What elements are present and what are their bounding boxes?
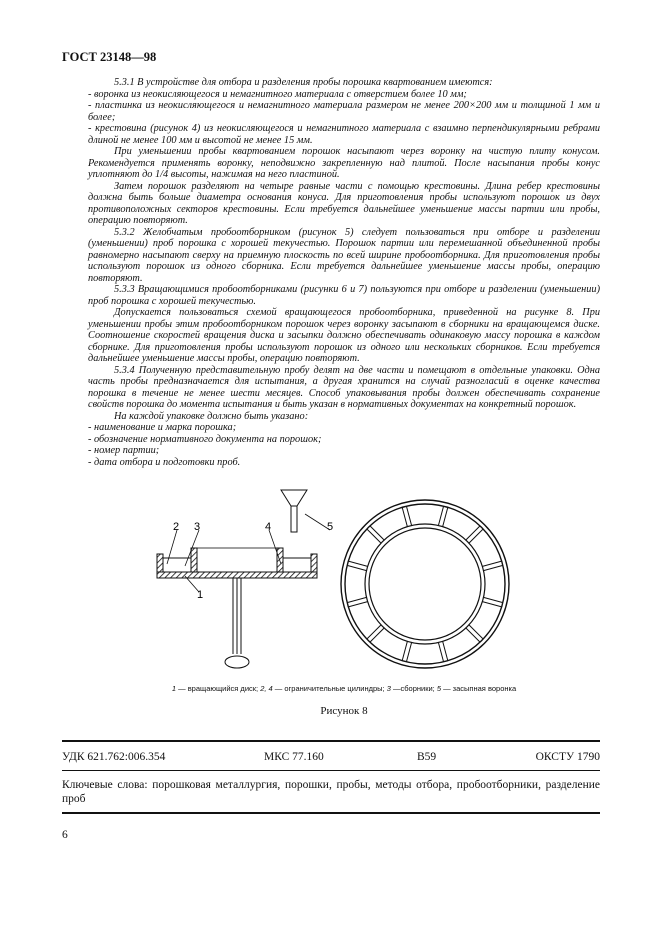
paragraph: - обозначение нормативного документа на порошок; (88, 433, 322, 445)
paragraph: - пластинка из неокисляющегося и немагнитного материала размером не менее 200×200 мм и толщиной 1 мм и более; (88, 100, 600, 123)
divider-wall (438, 643, 443, 662)
paragraph: 5.3.1 В устройстве для отбора и разделения пробы порошка квартованием имеются: (114, 77, 493, 88)
outer-ring-1 (341, 500, 509, 668)
divider-wall (484, 597, 503, 602)
divider-wall (406, 643, 411, 662)
legend-text: — засыпная воронка (441, 684, 517, 693)
divider-wall (367, 625, 381, 639)
divider-wall (347, 565, 366, 570)
figure-legend (88, 684, 600, 693)
legend-text: —сборники; (390, 684, 437, 693)
paragraph: На каждой упаковке должно быть указано: (114, 410, 309, 422)
divider-wall (466, 628, 480, 642)
divider-wall (367, 529, 381, 543)
divider-wall (348, 561, 367, 566)
label-1: 1 (197, 589, 204, 601)
paragraph: - крестовина (рисунок 4) из неокисляющегося и немагнитного материала с взаимно перпендикулярными ребрами длиной не менее 100 мм и высотой не менее 15 мм. (88, 123, 600, 146)
mks-code: МКС 77.160 (264, 751, 324, 763)
paragraph: - дата отбора и подготовки проб. (88, 456, 241, 468)
legend-num: 1 (171, 684, 177, 693)
divider-wall (370, 526, 384, 540)
legend-text: — ограничительные цилиндры; (272, 684, 387, 693)
outer-cylinder-left (157, 554, 163, 572)
divider-wall (469, 529, 483, 543)
paragraph: При уменьшении пробы квартованием порошок насыпают через воронку на чистую плиту конусом. Рекомендуется применять воронку, неподвижно закрепленную над плитой. После насыпания пробы конус уплотняют до 1/4 высоты, нажимая на него пластиной. (88, 146, 600, 180)
shaft-base (225, 656, 249, 668)
paragraph: - воронка из неокисляющегося и немагнитного материала с отверстием более 10 мм; (88, 88, 467, 100)
divider-wall (438, 506, 443, 525)
collector-left (163, 558, 191, 572)
outer-cylinder-right (311, 554, 317, 572)
legend-num: 3 (386, 684, 391, 693)
okstu-code: ОКСТУ 1790 (535, 751, 600, 763)
divider-top (62, 740, 600, 742)
label-4: 4 (265, 521, 272, 533)
legend-text: — вращающийся диск; (176, 684, 261, 693)
side-section (157, 490, 333, 668)
divider-wall (402, 507, 407, 526)
divider-wall (402, 641, 407, 660)
inner-cylinder-left (191, 548, 197, 572)
paragraph: Допускается пользоваться схемой вращающегося пробоотборника, приведенной на рисунке 8. При уменьшении пробы этим пробоотборником порошок через воронку засыпают в сборники на вращающемся диске. Соотношение скоростей вращения диска и засыпки должно обеспечивать одинаковую массу порошка в каждом сборнике. Для приготовления пробы используют порошок из одного или нескольких сборников. Если требуется дальнейшее уменьшение массы пробы, операцию повторяют. (88, 307, 600, 364)
divider-middle (62, 770, 600, 771)
paragraph: 5.3.4 Полученную представительную пробу делят на две части и помещают в отдельные упаковки. Одна часть пробы предназначается для испытания, а другая хранится на случай разногласий в оценке качества порошка в течение не менее шести месяцев. Способ упаковывания пробы должен обеспечивать сохранение свойств порошка до момента испытания и быть указан в нормативных документах на конкретный порошок. (88, 364, 600, 410)
divider-wall (466, 526, 480, 540)
group-code: В59 (417, 751, 437, 763)
divider-wall (443, 641, 448, 660)
feed-funnel (281, 490, 307, 506)
divider-wall (484, 565, 503, 570)
paragraph: 5.3.3 Вращающимися пробоотборниками (рисунки 6 и 7) пользуются при отборе и разделении (уменьшении) проб порошка с хорошей текучестью. (88, 284, 600, 307)
paragraph: - наименование и марка порошка; (88, 422, 237, 433)
divider-wall (370, 628, 384, 642)
legend-num: 5 (436, 684, 442, 693)
divider-wall (482, 602, 501, 607)
paragraph: - номер партии; (88, 445, 160, 456)
udk-code: УДК 621.762:006.354 (62, 751, 166, 763)
legend-num: 2, 4 (260, 684, 273, 693)
label-2: 2 (173, 521, 180, 533)
divider-wall (406, 506, 411, 525)
divider-wall (443, 507, 448, 526)
label-3: 3 (194, 521, 201, 533)
label-5: 5 (327, 521, 334, 533)
divider-wall (469, 625, 483, 639)
top-view (341, 500, 509, 668)
divider-bottom (62, 812, 600, 814)
divider-wall (347, 597, 366, 602)
figure-8-drawing (145, 484, 545, 684)
standard-header: ГОСТ 23148—98 (62, 50, 157, 64)
page-number: 6 (62, 829, 68, 841)
paragraph: Затем порошок разделяют на четыре равные части с помощью крестовины. Длина ребер крестовины должна быть больше диаметра основания конуса. Для приготовления пробы используют порошок из двух противоположных секторов крестовины. Если требуется дальнейшее уменьшение массы партии или пробы, операцию повторяют. (88, 180, 600, 226)
body-text (88, 77, 600, 468)
rotating-disk (157, 572, 317, 578)
collector-dividers (347, 506, 503, 662)
paragraph: 5.3.2 Желобчатым пробоотборником (рисунок 5) следует пользоваться при отборе и разделении (уменьшении) проб порошка с хорошей текучестью. Порошок партии или перемешанной объединенной пробы равномерно насыпают сверху на приемную плоскость по всей ширине пробоотборника. Для приготовления пробы используют порошок из одного сборника. Если требуется дальнейшее уменьшение массы пробы, операцию повторяют. (88, 226, 600, 284)
collector-right (283, 558, 311, 572)
keywords: Ключевые слова: порошковая металлургия, порошки, пробы, методы отбора, пробоотборники, разделение проб (62, 779, 600, 805)
divider-wall (348, 602, 367, 607)
figure-title: Рисунок 8 (320, 705, 368, 717)
divider-wall (482, 561, 501, 566)
inner-ring-1 (365, 524, 485, 644)
